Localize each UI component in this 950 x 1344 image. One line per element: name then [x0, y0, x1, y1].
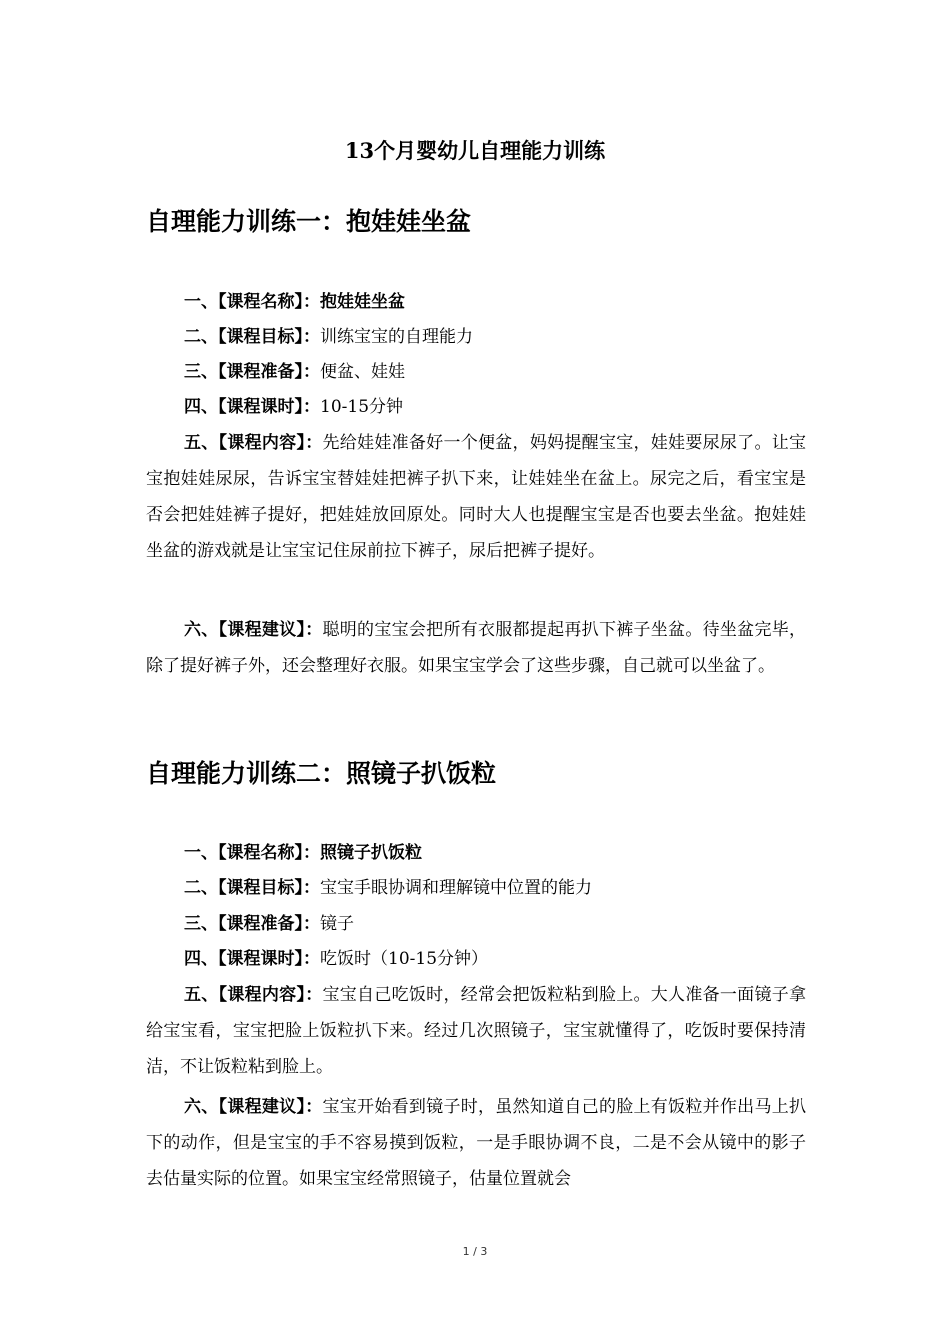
- course-goal-item: [146, 319, 806, 355]
- item-value: 10-15分钟: [320, 397, 404, 417]
- item-label: 六、【课程建议】：: [184, 1097, 323, 1117]
- course-content-item: [146, 977, 806, 1085]
- section-heading-2: 自理能力训练二：照镜子扒饭粒: [146, 759, 497, 788]
- page-number: 1 / 3: [462, 1245, 488, 1258]
- item-value: 吃饭时（10-15分钟）: [320, 949, 489, 969]
- item-label: 四、【课程课时】：: [184, 949, 320, 969]
- item-value: 镜子: [320, 914, 354, 934]
- item-label: 三、【课程准备】：: [184, 914, 320, 934]
- item-value: 聪明的宝宝会把所有衣服都提起再扒下裤子坐盆。待坐盆完毕，除了提好裤子外，还会整理好衣服。如果宝宝学会了这些步骤，自己就可以坐盆了。: [146, 620, 806, 676]
- course-name-item: [146, 835, 806, 871]
- item-value: 宝宝开始看到镜子时，虽然知道自己的脸上有饭粒并作出马上扒下的动作，但是宝宝的手不容易摸到饭粒，一是手眼协调不良，二是不会从镜中的影子去估量实际的位置。如果宝宝经常照镜子，估量位置就会: [146, 1097, 806, 1189]
- item-label: 一、【课程名称】：: [184, 292, 320, 312]
- item-label: 五、【课程内容】：: [184, 985, 323, 1005]
- item-label: 三、【课程准备】：: [184, 362, 320, 382]
- item-value: 宝宝手眼协调和理解镜中位置的能力: [320, 878, 592, 898]
- item-value: 先给娃娃准备好一个便盆，妈妈提醒宝宝，娃娃要尿尿了。让宝宝抱娃娃尿尿，告诉宝宝替娃娃把裤子扒下来，让娃娃坐在盆上。尿完之后，看宝宝是否会把娃娃裤子提好，把娃娃放回原处。同时大人也提醒宝宝是否也要去坐盆。抱娃娃坐盆的游戏就是让宝宝记住尿前拉下裤子，尿后把裤子提好。: [146, 433, 806, 561]
- course-goal-item: [146, 870, 806, 906]
- course-duration-item: [146, 941, 806, 977]
- course-advice-item: [146, 612, 806, 684]
- item-label: 五、【课程内容】：: [184, 433, 323, 453]
- item-label: 四、【课程课时】：: [184, 397, 320, 417]
- course-prep-item: [146, 906, 806, 942]
- item-label: 六、【课程建议】：: [184, 620, 323, 640]
- course-duration-item: [146, 389, 806, 425]
- course-content-item: [146, 425, 806, 569]
- course-advice-item: [146, 1089, 806, 1197]
- document-title: 13个月婴幼儿自理能力训练: [344, 138, 606, 163]
- course-prep-item: [146, 354, 806, 390]
- item-value: 抱娃娃坐盆: [320, 292, 405, 312]
- section-heading-1: 自理能力训练一：抱娃娃坐盆: [146, 207, 472, 236]
- item-value: 宝宝自己吃饭时，经常会把饭粒粘到脸上。大人准备一面镜子拿给宝宝看，宝宝把脸上饭粒扒下来。经过几次照镜子，宝宝就懂得了，吃饭时要保持清洁，不让饭粒粘到脸上。: [146, 985, 806, 1077]
- item-label: 二、【课程目标】：: [184, 327, 320, 347]
- item-label: 二、【课程目标】：: [184, 878, 320, 898]
- item-value: 便盆、娃娃: [320, 362, 405, 382]
- course-name-item: [146, 284, 806, 320]
- item-value: 照镜子扒饭粒: [320, 843, 422, 863]
- item-value: 训练宝宝的自理能力: [320, 327, 473, 347]
- item-label: 一、【课程名称】：: [184, 843, 320, 863]
